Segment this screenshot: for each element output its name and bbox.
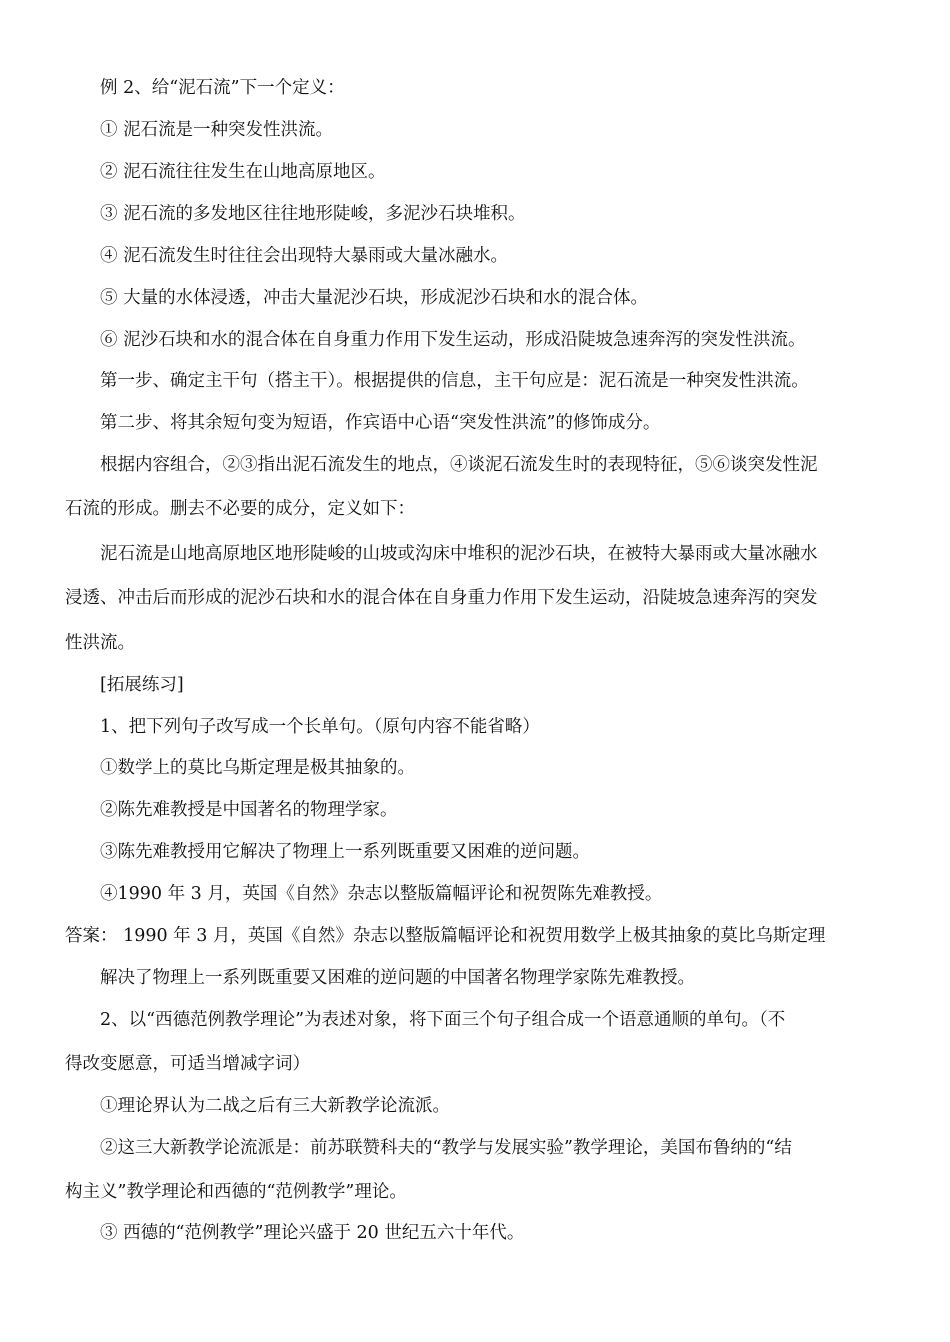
question-2-prompt-line-1: 2、以“西德范例教学理论”为表述对象，将下面三个句子组合成一个语意通顺的单句。（不	[100, 1010, 786, 1030]
example-heading: 例 2、给“泥石流”下一个定义：	[100, 78, 345, 98]
question-1-item-2: ②陈先难教授是中国著名的物理学家。	[100, 800, 398, 820]
example-item-4: ④ 泥石流发生时往往会出现特大暴雨或大量冰融水。	[100, 246, 509, 266]
definition-line-3: 性洪流。	[65, 633, 135, 653]
example-item-3: ③ 泥石流的多发地区往往地形陡峻，多泥沙石块堆积。	[100, 204, 526, 224]
step-one: 第一步、确定主干句（搭主干）。根据提供的信息，主干句应是：泥石流是一种突发性洪流。	[100, 371, 809, 391]
example-item-5: ⑤ 大量的水体浸透，冲击大量泥沙石块，形成泥沙石块和水的混合体。	[100, 288, 649, 308]
question-1-item-3: ③陈先难教授用它解决了物理上一系列既重要又困难的逆问题。	[100, 842, 590, 862]
question-2-item-1: ①理论界认为二战之后有三大新教学论流派。	[100, 1096, 450, 1116]
question-2-item-2-continued: 构主义”教学理论和西德的“范例教学”理论。	[65, 1182, 407, 1202]
example-item-2: ② 泥石流往往发生在山地高原地区。	[100, 162, 386, 182]
question-1-answer-line-1: 答案： 1990 年 3 月，英国《自然》杂志以整版篇幅评论和祝贺用数学上极其抽象的莫比乌斯定理	[65, 926, 826, 946]
question-2-item-3: ③ 西德的“范例教学”理论兴盛于 20 世纪五六十年代。	[100, 1223, 525, 1243]
question-2-prompt-line-2: 得改变愿意，可适当增减字词）	[65, 1054, 310, 1074]
practice-title: [拓展练习]	[100, 675, 184, 695]
example-item-6: ⑥ 泥沙石块和水的混合体在自身重力作用下发生运动，形成沿陡坡急速奔泻的突发性洪流。	[100, 330, 806, 350]
definition-line-2: 浸透、冲击后而形成的泥沙石块和水的混合体在自身重力作用下发生运动，沿陡坡急速奔泻的突发	[65, 588, 818, 608]
question-1-item-1: ①数学上的莫比乌斯定理是极其抽象的。	[100, 758, 415, 778]
example-item-1: ① 泥石流是一种突发性洪流。	[100, 120, 334, 140]
question-1-item-4: ④1990 年 3 月，英国《自然》杂志以整版篇幅评论和祝贺陈先难教授。	[100, 884, 663, 904]
question-2-item-2: ②这三大新教学论流派是：前苏联赞科夫的“教学与发展实验”教学理论，美国布鲁纳的“结	[100, 1138, 792, 1158]
step-two: 第二步、将其余短句变为短语，作宾语中心语“突发性洪流”的修饰成分。	[100, 413, 661, 433]
combination-line-1: 根据内容组合，②③指出泥石流发生的地点，④谈泥石流发生时的表现特征，⑤⑥谈突发性泥	[100, 455, 818, 475]
question-1-answer-line-2: 解决了物理上一系列既重要又困难的逆问题的中国著名物理学家陈先难教授。	[100, 968, 695, 988]
definition-line-1: 泥石流是山地高原地区地形陡峻的山坡或沟床中堆积的泥沙石块，在被特大暴雨或大量冰融水	[100, 544, 818, 564]
combination-line-2: 石流的形成。删去不必要的成分，定义如下：	[65, 499, 415, 519]
question-1-prompt: 1、把下列句子改写成一个长单句。（原句内容不能省略）	[100, 717, 540, 737]
